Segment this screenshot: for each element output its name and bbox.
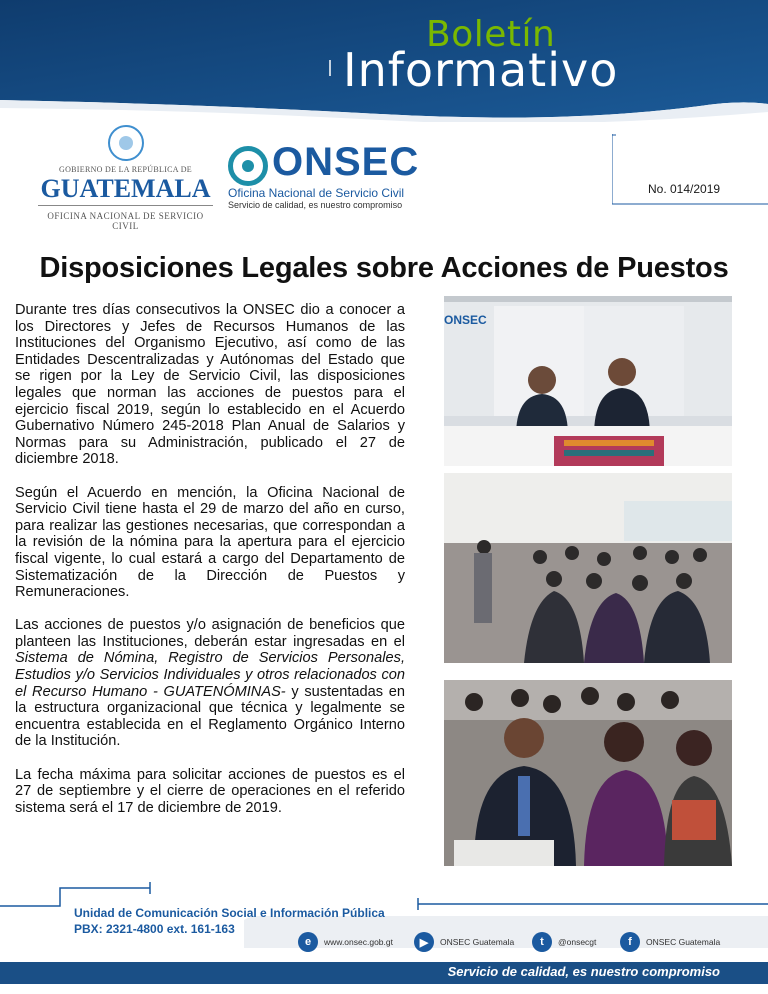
facebook-icon: f — [620, 932, 640, 952]
guatemala-logo-name: GUATEMALA — [40, 174, 211, 203]
onsec-emblem-icon — [228, 146, 268, 186]
article-paragraph: La fecha máxima para solicitar acciones de puestos es el 27 de septiembre y el cierre de operaciones en el referido sistema será el 17 de diciembre de 2019. — [15, 766, 405, 816]
issue-number: No. 014/2019 — [648, 182, 721, 196]
youtube-icon: ▶ — [414, 932, 434, 952]
photo-speakers-table — [444, 296, 732, 466]
guatemala-logo-office: OFICINA NACIONAL DE SERVICIO CIVIL — [47, 211, 204, 231]
footer-youtube-link[interactable] — [414, 932, 514, 952]
footer-twitter-link[interactable] — [532, 932, 596, 952]
photo-audience-hall — [444, 473, 732, 663]
photo-audience-hall-image — [444, 473, 732, 663]
footer-website-text: www.onsec.gob.gt — [324, 937, 393, 947]
article-headline: Disposiciones Legales sobre Acciones de Puestos — [39, 252, 729, 284]
onsec-logo-name: ONSEC — [272, 140, 420, 184]
system-name-text: Sistema de Nómina, Registro de Servicios Personales, Estudios y/o Servicios Individuales y otros relacionados con el Recurso Humano - GUATENÓMINAS- — [15, 650, 405, 700]
bulletin-title-big: Informativo — [343, 43, 619, 97]
article-paragraph — [15, 617, 405, 750]
issue-box-frame — [612, 134, 768, 210]
footer-facebook-link[interactable] — [620, 932, 720, 952]
guatemala-logo-divider — [38, 205, 213, 206]
onsec-logo-tagline: Servicio de calidad, es nuestro compromiso — [228, 200, 403, 210]
footer-website-link[interactable] — [298, 932, 393, 952]
banner-text: ONSEC — [444, 313, 487, 327]
article-body — [15, 302, 405, 816]
article-paragraph: Según el Acuerdo en mención, la Oficina Nacional de Servicio Civil tiene hasta el 29 de marzo del año en curso, para realizar las gestiones necesarias, que correspondan a la revisión de la nómina para la apertura para el ejercicio fiscal vigente, lo cual estará a cargo del Departamento de Sistematización de la Dirección de Puestos y Remuneraciones. — [15, 484, 405, 601]
footer-slogan: Servicio de calidad, es nuestro compromiso — [447, 964, 720, 979]
footer-twitter-text: @onsecgt — [558, 937, 597, 947]
onsec-logo — [228, 142, 428, 212]
web-icon: e — [298, 932, 318, 952]
coat-of-arms-icon — [108, 125, 144, 161]
onsec-logo-full-name: Oficina Nacional de Servicio Civil — [228, 186, 405, 200]
twitter-icon: t — [532, 932, 552, 952]
bulletin-title-small: Boletín — [426, 14, 556, 55]
paragraph-text: Las acciones de puestos y/o asignación de beneficios que planteen las Instituciones, deberán estar ingresadas en el — [15, 617, 405, 650]
article-paragraph: Durante tres días consecutivos la ONSEC dio a conocer a los Directores y Jefes de Recursos Humanos de las Instituciones del Organismo Ejecutivo, así como de las Entidades Descentralizadas y Autónomas del Estado que se rigen por la Ley de Servicio Civil, las disposiciones legales que norman las acciones de puestos para el ejercicio fiscal 2019, según lo establecido en el Acuerdo Gubernativo Número 245-2018 Plan Anual de Salarios y Normas para su Administración, publicado el 27 de diciembre 2018. — [15, 302, 405, 468]
paragraph-text: y sustentadas en la estructura organizacional que técnica y legalmente se encuentra establecida en el Reglamento Orgánico Interno de la Institución. — [15, 683, 405, 750]
header-banner — [0, 0, 768, 122]
guatemala-logo-small-text: GOBIERNO DE LA REPÚBLICA DE — [59, 165, 192, 174]
guatemala-logo — [38, 125, 213, 231]
photo-speakers-table-image — [444, 296, 732, 466]
issue-box — [612, 134, 768, 210]
footer-phone: PBX: 2321-4800 ext. 161-163 — [74, 922, 235, 936]
footer-unit-name: Unidad de Comunicación Social e Información Pública — [74, 906, 385, 920]
footer-youtube-text: ONSEC Guatemala — [440, 937, 515, 947]
photo-audience-closeup-image — [444, 680, 732, 866]
footer-facebook-text: ONSEC Guatemala — [646, 937, 721, 947]
photo-audience-closeup — [444, 680, 732, 866]
